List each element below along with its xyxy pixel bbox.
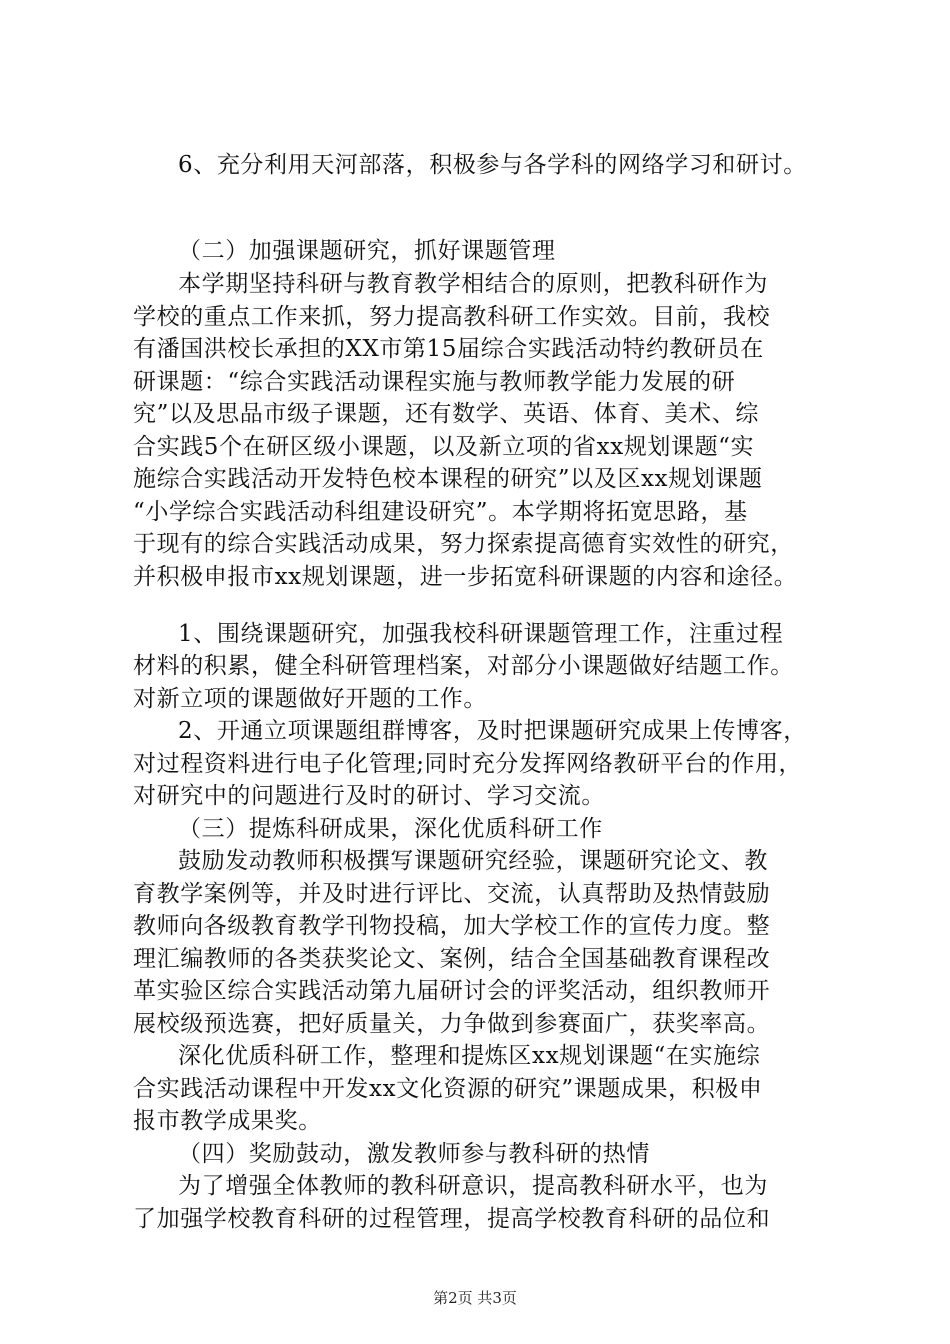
paragraph-line: 研课题：“综合实践活动课程实施与教师教学能力发展的研 <box>133 369 736 395</box>
paragraph-line: 报市教学成果奖。 <box>133 1108 322 1134</box>
paragraph-line: 革实验区综合实践活动第九届研讨会的评奖活动，组织教师开 <box>133 978 771 1004</box>
paragraph-line: 了加强学校教育科研的过程管理，提高学校教育科研的品位和 <box>133 1206 771 1232</box>
paragraph-line: 材料的积累，健全科研管理档案，对部分小课题做好结题工作。 <box>133 653 794 679</box>
paragraph-line: 对新立项的课题做好开题的工作。 <box>133 686 487 712</box>
paragraph-line: 合实践5个在研区级小课题，以及新立项的省xx规划课题“实 <box>133 434 755 460</box>
paragraph-line: “小学综合实践活动科组建设研究”。本学期将拓宽思路，基 <box>133 499 748 525</box>
paragraph-line: 6、充分利用天河部落，积极参与各学科的网络学习和研讨。 <box>178 152 807 178</box>
paragraph-line: 教师向各级教育教学刊物投稿，加大学校工作的宣传力度。整 <box>133 913 771 939</box>
paragraph-line: 本学期坚持科研与教育教学相结合的原则，把教科研作为 <box>178 271 768 297</box>
paragraph-line: 施综合实践活动开发特色校本课程的研究”以及区xx规划课题 <box>133 466 763 492</box>
page-footer: 第2页 共3页 <box>433 1289 517 1307</box>
paragraph-line: 合实践活动课程中开发xx文化资源的研究”课题成果，积极申 <box>133 1076 763 1102</box>
paragraph-line: 并积极申报市xx规划课题，进一步拓宽科研课题的内容和途径。 <box>133 564 798 590</box>
paragraph-line: 对研究中的问题进行及时的研讨、学习交流。 <box>133 783 605 809</box>
section-heading: （四）奖励鼓动，激发教师参与教科研的热情 <box>178 1141 650 1167</box>
paragraph-line: 对过程资料进行电子化管理;同时充分发挥网络教研平台的作用， <box>133 751 803 777</box>
paragraph-line: 鼓励发动教师积极撰写课题研究经验，课题研究论文、教 <box>178 848 768 874</box>
paragraph-line: 于现有的综合实践活动成果，努力探索提高德育实效性的研究， <box>133 531 794 557</box>
paragraph-line: 有潘国洪校长承担的XX市第15届综合实践活动特约教研员在 <box>133 336 764 362</box>
paragraph-line: 展校级预选赛，把好质量关，力争做到参赛面广，获奖率高。 <box>133 1011 771 1037</box>
paragraph-line: 深化优质科研工作，整理和提炼区xx规划课题“在实施综 <box>178 1043 761 1069</box>
section-heading: （三）提炼科研成果，深化优质科研工作 <box>178 816 603 842</box>
paragraph-line: 究”以及思品市级子课题，还有数学、英语、体育、美术、综 <box>133 401 759 427</box>
paragraph-line: 为了增强全体教师的教科研意识，提高教科研水平，也为 <box>178 1173 768 1199</box>
section-heading: （二）加强课题研究，抓好课题管理 <box>178 238 556 264</box>
paragraph-line: 1、围绕课题研究，加强我校科研课题管理工作，注重过程 <box>178 621 784 647</box>
paragraph-line: 2、开通立项课题组群博客，及时把课题研究成果上传博客， <box>178 718 807 744</box>
paragraph-line: 理汇编教师的各类获奖论文、案例，结合全国基础教育课程改 <box>133 946 771 972</box>
paragraph-line: 育教学案例等，并及时进行评比、交流，认真帮助及热情鼓励 <box>133 881 771 907</box>
paragraph-line: 学校的重点工作来抓，努力提高教科研工作实效。目前，我校 <box>133 304 771 330</box>
